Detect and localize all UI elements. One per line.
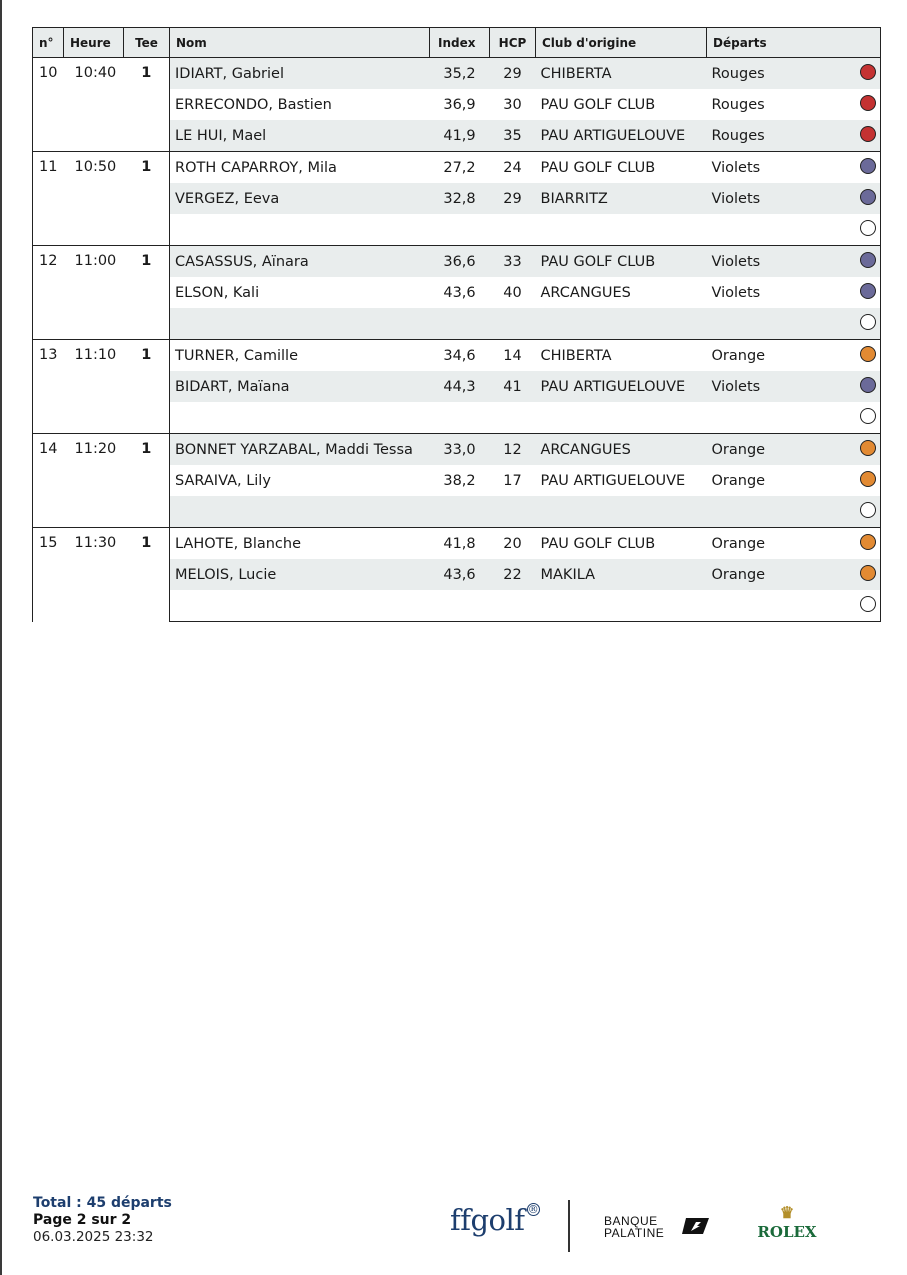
player-index: 34,6 [430, 340, 490, 372]
player-name: IDIART, Gabriel [170, 58, 430, 90]
player-index [430, 496, 490, 528]
table-row [33, 58, 881, 90]
player-index: 32,8 [430, 183, 490, 214]
player-club: MAKILA [536, 559, 707, 590]
player-index: 43,6 [430, 559, 490, 590]
player-index: 43,6 [443, 284, 476, 301]
tee-marker-icon [860, 534, 876, 550]
player-index: 27,2 [430, 152, 490, 184]
player-index: 36,6 [430, 246, 490, 278]
tee-marker-icon [860, 440, 876, 456]
group-tee: 1 [124, 152, 170, 246]
player-name: TURNER, Camille [170, 340, 430, 372]
player-name: VERGEZ, Eeva [170, 183, 430, 214]
player-name: BONNET YARZABAL, Maddi Tessa [170, 434, 430, 466]
player-name: ROTH CAPARROY, Mila [170, 152, 430, 184]
player-departure [707, 434, 881, 466]
player-name [170, 214, 430, 246]
departure-label: Orange [711, 347, 766, 364]
group-number: 11 [33, 152, 64, 246]
player-name: ELSON, Kali [175, 284, 260, 301]
player-hcp: 30 [503, 96, 522, 113]
departure-label: Orange [711, 472, 766, 489]
col-header-index: Index [430, 28, 490, 58]
player-club [536, 308, 707, 340]
group-number: 10 [33, 58, 64, 152]
player-hcp [490, 590, 536, 622]
tee-marker-icon [860, 314, 876, 330]
tee-marker-icon [860, 596, 876, 612]
tee-marker-icon [860, 502, 876, 518]
tee-times-body [33, 58, 881, 622]
footer-info [33, 1195, 172, 1246]
player-departure [707, 496, 881, 528]
registered-mark-icon: ® [527, 1203, 539, 1216]
banque-palatine-flag-icon [682, 1216, 710, 1236]
player-departure [707, 371, 881, 402]
departure-label: Violets [711, 190, 761, 207]
player-hcp: 33 [490, 246, 536, 278]
player-club: PAU GOLF CLUB [540, 96, 656, 113]
player-hcp: 29 [490, 183, 536, 214]
group-time: 11:10 [64, 340, 124, 434]
player-index: 35,2 [430, 58, 490, 90]
player-hcp [490, 214, 536, 246]
player-departure [707, 152, 881, 184]
player-name: LE HUI, Mael [170, 120, 430, 152]
player-departure [707, 402, 881, 434]
player-name: MELOIS, Lucie [170, 559, 430, 590]
ffgolf-logo-text: ffgolf [450, 1203, 525, 1237]
table-header-row [33, 28, 881, 58]
player-hcp [490, 496, 536, 528]
player-club: CHIBERTA [536, 58, 707, 90]
player-departure [707, 214, 881, 246]
col-header-hcp: HCP [490, 28, 536, 58]
group-number: 15 [33, 528, 64, 622]
player-departure [707, 120, 881, 152]
player-departure [707, 183, 881, 214]
player-name: LAHOTE, Blanche [170, 528, 430, 560]
departure-label: Rouges [711, 65, 765, 82]
ffgolf-logo [450, 1203, 540, 1237]
player-departure [707, 246, 881, 278]
tee-marker-icon [860, 252, 876, 268]
table-row [33, 434, 881, 466]
group-time: 11:00 [64, 246, 124, 340]
player-hcp: 20 [490, 528, 536, 560]
tee-marker-icon [860, 377, 876, 393]
player-hcp: 14 [490, 340, 536, 372]
player-departure [707, 590, 881, 622]
player-name: CASASSUS, Aïnara [170, 246, 430, 278]
group-time: 10:40 [64, 58, 124, 152]
player-departure [707, 528, 881, 560]
group-tee: 1 [124, 528, 170, 622]
banque-palatine-line2: PALATINE [604, 1226, 665, 1240]
player-name: SARAIVA, Lily [175, 472, 271, 489]
player-club: PAU GOLF CLUB [536, 246, 707, 278]
departure-label: Violets [711, 253, 761, 270]
tee-times-table [32, 27, 881, 622]
player-hcp: 24 [490, 152, 536, 184]
player-hcp: 29 [490, 58, 536, 90]
player-club [536, 402, 707, 434]
tee-marker-icon [860, 126, 876, 142]
total-count: Total : 45 départs [33, 1195, 172, 1211]
player-departure [707, 340, 881, 372]
player-departure [707, 308, 881, 340]
departure-label: Violets [711, 284, 761, 301]
player-hcp: 41 [490, 371, 536, 402]
banque-palatine-line1: BANQUE [604, 1214, 658, 1228]
player-club [536, 590, 707, 622]
player-club [536, 496, 707, 528]
player-index [430, 308, 490, 340]
tee-marker-icon [860, 471, 876, 487]
player-departure [707, 89, 881, 120]
rolex-logo [752, 1203, 822, 1241]
banque-palatine-logo [604, 1215, 664, 1239]
group-tee: 1 [124, 58, 170, 152]
player-club: ARCANGUES [540, 284, 631, 301]
player-hcp: 12 [490, 434, 536, 466]
player-index [430, 590, 490, 622]
page-indicator: Page 2 sur 2 [33, 1212, 132, 1228]
col-header-departs: Départs [707, 28, 881, 58]
player-club: BIARRITZ [536, 183, 707, 214]
player-club [536, 214, 707, 246]
col-header-heure: Heure [64, 28, 124, 58]
player-name [170, 308, 430, 340]
departure-label: Orange [711, 535, 766, 552]
logo-separator [568, 1200, 570, 1252]
player-name: BIDART, Maïana [170, 371, 430, 402]
player-index: 33,0 [430, 434, 490, 466]
group-number: 12 [33, 246, 64, 340]
player-index [430, 402, 490, 434]
departure-label: Rouges [711, 96, 765, 113]
player-club: ARCANGUES [536, 434, 707, 466]
player-hcp: 35 [490, 120, 536, 152]
departure-label: Orange [711, 566, 766, 583]
group-number: 14 [33, 434, 64, 528]
group-tee: 1 [124, 246, 170, 340]
rolex-crown-icon: ♛ [779, 1203, 795, 1222]
group-number: 13 [33, 340, 64, 434]
col-header-tee: Tee [124, 28, 170, 58]
departure-label: Violets [711, 378, 761, 395]
player-departure [707, 465, 881, 496]
player-club: PAU ARTIGUELOUVE [540, 472, 686, 489]
col-header-club: Club d'origine [536, 28, 707, 58]
tee-marker-icon [860, 220, 876, 236]
player-name [170, 496, 430, 528]
player-hcp [490, 402, 536, 434]
col-header-no: n° [33, 28, 64, 58]
player-hcp: 40 [503, 284, 522, 301]
group-time: 11:20 [64, 434, 124, 528]
tee-marker-icon [860, 565, 876, 581]
tee-marker-icon [860, 64, 876, 80]
player-hcp: 22 [490, 559, 536, 590]
table-row [33, 246, 881, 278]
player-hcp [490, 308, 536, 340]
player-hcp: 17 [503, 472, 522, 489]
player-index: 36,9 [443, 96, 476, 113]
player-index: 38,2 [443, 472, 476, 489]
table-row [33, 340, 881, 372]
group-time: 11:30 [64, 528, 124, 622]
player-departure [707, 58, 881, 90]
player-club: PAU ARTIGUELOUVE [536, 371, 707, 402]
rolex-logo-text: ROLEX [757, 1223, 817, 1241]
departure-label: Violets [711, 159, 761, 176]
page-left-border [0, 0, 2, 1275]
player-club: PAU GOLF CLUB [536, 528, 707, 560]
player-index [430, 214, 490, 246]
tee-marker-icon [860, 408, 876, 424]
table-row [33, 528, 881, 560]
player-name: ERRECONDO, Bastien [175, 96, 332, 113]
tee-marker-icon [860, 283, 876, 299]
col-header-nom: Nom [170, 28, 430, 58]
player-club: CHIBERTA [536, 340, 707, 372]
player-index: 44,3 [430, 371, 490, 402]
tee-marker-icon [860, 158, 876, 174]
group-time: 10:50 [64, 152, 124, 246]
player-index: 41,8 [430, 528, 490, 560]
player-club: PAU ARTIGUELOUVE [536, 120, 707, 152]
player-club: PAU GOLF CLUB [536, 152, 707, 184]
group-tee: 1 [124, 340, 170, 434]
tee-marker-icon [860, 95, 876, 111]
print-timestamp: 06.03.2025 23:32 [33, 1229, 154, 1245]
tee-marker-icon [860, 346, 876, 362]
player-departure [707, 559, 881, 590]
table-row [33, 152, 881, 184]
departure-label: Rouges [711, 127, 765, 144]
player-name [170, 590, 430, 622]
departure-label: Orange [711, 441, 766, 458]
player-index: 41,9 [430, 120, 490, 152]
group-tee: 1 [124, 434, 170, 528]
player-name [170, 402, 430, 434]
tee-marker-icon [860, 189, 876, 205]
player-departure [707, 277, 881, 308]
